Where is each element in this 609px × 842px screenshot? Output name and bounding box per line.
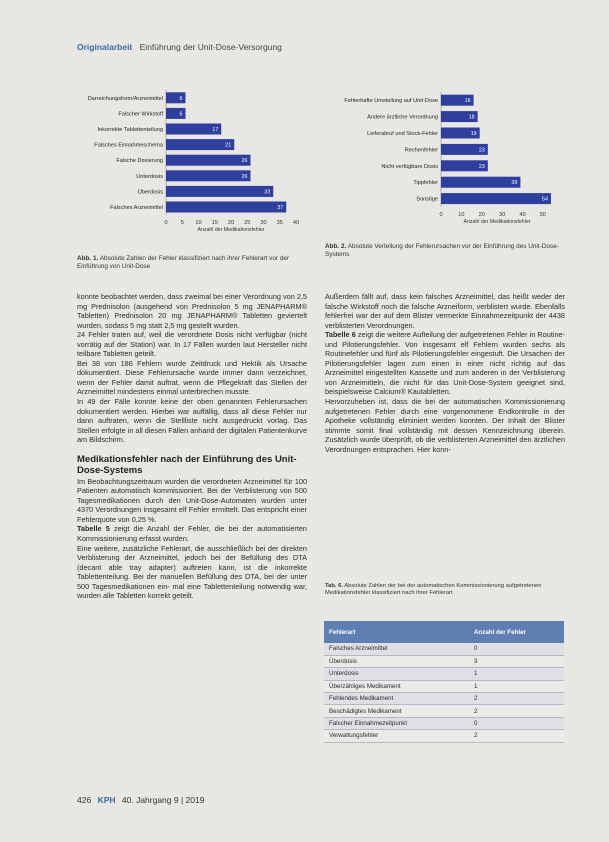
bar-value-label: 19: [470, 131, 477, 137]
journal-issue: 40. Jahrgang 9 | 2019: [121, 795, 205, 805]
category-label: Rechenfehler: [404, 147, 438, 154]
section-heading: Medikationsfehler nach der Einführung des Unit-Dose-Systems: [77, 453, 297, 476]
table-cell: 1: [469, 668, 564, 680]
figure-2-label: Abb. 2.: [325, 243, 347, 250]
paragraph: [325, 330, 565, 397]
table-reference: Tabelle 5: [77, 524, 110, 534]
table-cell: Verwaltungsfehler: [324, 730, 469, 742]
x-tick-label: 15: [211, 219, 218, 226]
table-row: [324, 655, 564, 667]
table-6: [324, 621, 564, 743]
table-cell: Fehlendes Medikament: [324, 693, 469, 705]
article-topic: Einführung der Unit-Dose-Versorgung: [139, 42, 282, 52]
section-label: Originalarbeit: [77, 42, 133, 52]
paragraph: Im Beobachtungszeitraum wurden die verordneten Arzneimittel für 100 Patienten automatisch kommissioniert. Bei der Verblisterung von 500 Tagesmedikationen durch den Unit-Dose-Automaten wurden unter 4370 Verordnungen insgesamt elf Fehler ermittelt. Das entspricht einer Fehlerquote von 0,25 %.: [77, 476, 307, 524]
figure-2-bar-chart: [310, 88, 572, 238]
bar-value-label: 37: [277, 205, 284, 211]
bar: [166, 202, 286, 213]
figure-2-caption-text: Absolute Verteilung der Fehlerursachen vor der Einführung des Unit-Dose-Systems: [325, 243, 559, 258]
x-axis-title: Anzahl der Medikationsfehler: [463, 218, 531, 225]
figure-1-caption-text: Absolute Zahlen der Fehler klassifiziert nach ihrer Fehlerart vor der Einführung von Unit-Dose: [77, 255, 290, 270]
figure-1-bar-chart: [70, 86, 306, 246]
bar-value-label: 16: [464, 98, 471, 105]
table-cell: Überdosis: [324, 655, 469, 667]
table-6-label: Tab. 6.: [325, 583, 343, 589]
paragraph: In 49 der Fälle konnte keine der oben genannten Fehlerursachen dokumentiert werden. Hierbei war auffällig, dass all diese Fehler nur dann auftraten, wenn die Stellliste nicht ausgedruckt vorlag. Das Stellen erfolgte in all diesen Fällen anhand der digitalen Patientenkurve am Bildschirm.: [77, 397, 308, 445]
table-row: [324, 717, 564, 729]
left-column: [77, 292, 307, 601]
category-label: Falscher Wirkstoff: [118, 111, 163, 118]
bar-value-label: 17: [212, 127, 219, 133]
table-cell: 3: [469, 655, 564, 667]
paragraph: 24 Fehler traten auf, weil die verordnete Dosis nicht verfügbar (nicht vorrätig auf der Station) war. In 17 Fällen wurden laut Hersteller nicht teilbare Tabletten geteilt.: [77, 330, 307, 359]
table-cell: Überzähliges Medikament: [324, 680, 469, 692]
paragraph: Außerdem fällt auf, dass kein falsches Arzneimittel, das heißt weder der falsche Wirkstoff noch die falsche Arzneiform, verblistert wurde. Ebenfalls fehlerfrei war der auf dem Blister vermerkte Einnahmezeitpunkt der 4438 verblisterten Verordnungen.: [325, 292, 565, 330]
table-row: [324, 643, 564, 655]
journal-brand: KPH: [97, 795, 116, 805]
bar-value-label: 39: [511, 180, 518, 187]
x-tick-label: 0: [439, 211, 443, 218]
x-tick-label: 20: [478, 211, 485, 218]
figure-1-svg: [70, 86, 306, 246]
x-tick-label: 35: [276, 219, 283, 226]
category-label: Fehlerhafte Umstellung auf Unit-Dose: [344, 98, 438, 105]
bar-value-label: 33: [264, 189, 271, 196]
table-row: [324, 705, 564, 717]
paragraph: [77, 524, 307, 543]
bar: [166, 139, 234, 150]
bar-value-label: 26: [241, 173, 248, 180]
column-header-error-type: Fehlerart: [324, 621, 469, 643]
category-label: Falsches Arzneimittel: [110, 205, 163, 211]
category-label: Nicht verfügbare Dosis: [381, 163, 438, 170]
paragraph-text: zeigt die weitere Aufteilung der aufgetretenen Fehler in Routine- und Pilotierungsfehler. Von insgesamt elf Fehlern wurden sechs als Routinefehler und fünf als Pilotierungsfehler eingestuft. Die Ursachen der Pilotierungsfehler lagen zum einen in einer nicht richtig auf das Arzneimittel eingestellten Kassette und zum anderen in der Verblisterung von Arzneimitteln, die nicht für das Unit-Dose-System geeignet sind, beispielsweise Calcium® Kautabletten.: [325, 330, 566, 397]
category-label: Falsche Dosierung: [116, 158, 163, 165]
table-header-row: [324, 621, 564, 643]
paragraph: Hervorzuheben ist, dass die bei der automatischen Kommissionierung aufgetretenen Fehler durch eine vorgenommene Endkontrolle in der Apotheke vollständig eliminiert werden konnten. Der Inhalt der Blister stimmte somit final vollständig mit dessen Kennzeichnung überein. Zusätzlich wurde überprüft, ob die verblisterten Arzneimittel den ärztlichen Verordnungen entsprachen. Hier konn-: [325, 397, 565, 454]
paragraph: Eine weitere, zusätzliche Fehlerart, die ausschließlich bei der direkten Verblisterung der Arzneimittel, jedoch bei der Befüllung des DTA (decant able tray adapter) auftreten kann, ist die inkorrekte Tablettenteilung. Bei der manuellen Befüllung des DTA, bei der unter 500 Tagesmedikationen ein- mal eine Tablettenteilung notwendig war, wurden alle Tabletten korrekt geteilt.: [77, 543, 307, 601]
bar-value-label: 23: [478, 147, 485, 154]
bar-value-label: 54: [541, 196, 548, 203]
bar: [441, 193, 551, 204]
table-6-caption-text: Absolute Zahlen der bei der automatischen Kommissionierung aufgetretenen Medikationsfehler klassifiziert nach ihrer Fehlerart: [325, 583, 542, 597]
paragraph: Bei 38 von 186 Fehlern wurde Zeitdruck und Hektik als Ursache dokumentiert. Diese Fehlerursache wurde immer dann verzeichnet, wenn der Fehler damit auftrat, wenn die Pflegekraft das Stellen der Arzneimittel mindestens einmal unterbrechen musste.: [77, 358, 307, 397]
right-column: [325, 292, 565, 454]
bar: [166, 92, 186, 103]
figure-1-caption: [77, 255, 307, 271]
table-cell: Falsches Arzneimittel: [324, 643, 469, 655]
paragraph: konnte beobachtet werden, dass zweimal bei einer Verordnung von 2,5 mg Prednisolon (ausgehend von Prednisolon 5 mg JENAPHARM® Tabletten) Prednisolon 20 mg JENAPHARM® Tabletten geviertelt wurden, sodass 5 mg statt 2,5 mg gestellt wurden.: [77, 292, 307, 330]
bar-value-label: 6: [179, 95, 183, 102]
bar-value-label: 18: [468, 114, 475, 121]
x-tick-label: 40: [292, 219, 300, 226]
category-label: Falsches Einnahmeschema: [94, 142, 163, 149]
x-tick-label: 0: [164, 219, 168, 226]
x-tick-label: 10: [195, 219, 202, 226]
bar: [166, 155, 251, 166]
table-cell: 1: [469, 680, 564, 692]
table-cell: 2: [469, 705, 564, 717]
category-label: Tippfehler: [413, 180, 438, 187]
x-tick-label: 30: [260, 219, 267, 226]
category-label: Unterdosis: [136, 173, 163, 180]
x-tick-label: 10: [458, 211, 465, 218]
x-axis-title: Anzahl der Medikationsfehler: [197, 226, 265, 233]
figure-2-svg: [310, 88, 572, 238]
table-cell: Beschädigtes Medikament: [324, 705, 469, 717]
x-tick-label: 20: [227, 219, 235, 226]
bar: [441, 177, 520, 188]
table-cell: Falscher Einnahmezeitpunkt: [324, 717, 469, 729]
bar: [166, 186, 273, 197]
column-header-count: Anzahl der Fehler: [469, 621, 564, 643]
category-label: Sonstige: [416, 196, 438, 203]
category-label: Lieferabruf und Stock-Fehler: [367, 131, 438, 137]
table-row: [324, 680, 564, 692]
table-6-caption: [325, 583, 565, 598]
x-tick-label: 5: [180, 219, 184, 226]
table-reference: Tabelle 6: [325, 330, 356, 340]
category-label: Inkorrekte Tablettenteilung: [97, 127, 163, 133]
bar-value-label: 23: [478, 163, 485, 170]
x-tick-label: 30: [498, 211, 506, 218]
table-row: [324, 668, 564, 680]
bar: [166, 170, 251, 181]
category-label: Überdosis: [137, 189, 163, 196]
table-row: [324, 693, 564, 705]
category-label: Darreichungsform/Arzneimittel: [87, 95, 163, 102]
page-footer: [77, 795, 204, 805]
table-cell: 2: [469, 693, 564, 705]
x-tick-label: 25: [244, 219, 251, 226]
table-cell: 0: [469, 717, 564, 729]
table-row: [324, 730, 564, 742]
category-label: Andere ärztliche Verordnung: [367, 114, 438, 121]
bar-value-label: 6: [179, 111, 183, 118]
running-head: [77, 42, 282, 52]
bar-value-label: 26: [241, 158, 248, 165]
x-tick-label: 50: [539, 211, 546, 218]
bar: [166, 108, 186, 119]
figure-1-label: Abb. 1.: [77, 255, 99, 262]
bar-value-label: 21: [225, 142, 232, 149]
x-tick-label: 40: [519, 211, 526, 218]
table-cell: 0: [469, 643, 564, 655]
table-cell: 2: [469, 730, 564, 742]
table-cell: Unterdosis: [324, 668, 469, 680]
paragraph-text: zeigt die Anzahl der Fehler, die bei der automatisierten Kommissionierung erfasst wurden.: [77, 524, 307, 544]
page-number: 426: [77, 795, 92, 805]
figure-2-caption: [325, 243, 565, 259]
